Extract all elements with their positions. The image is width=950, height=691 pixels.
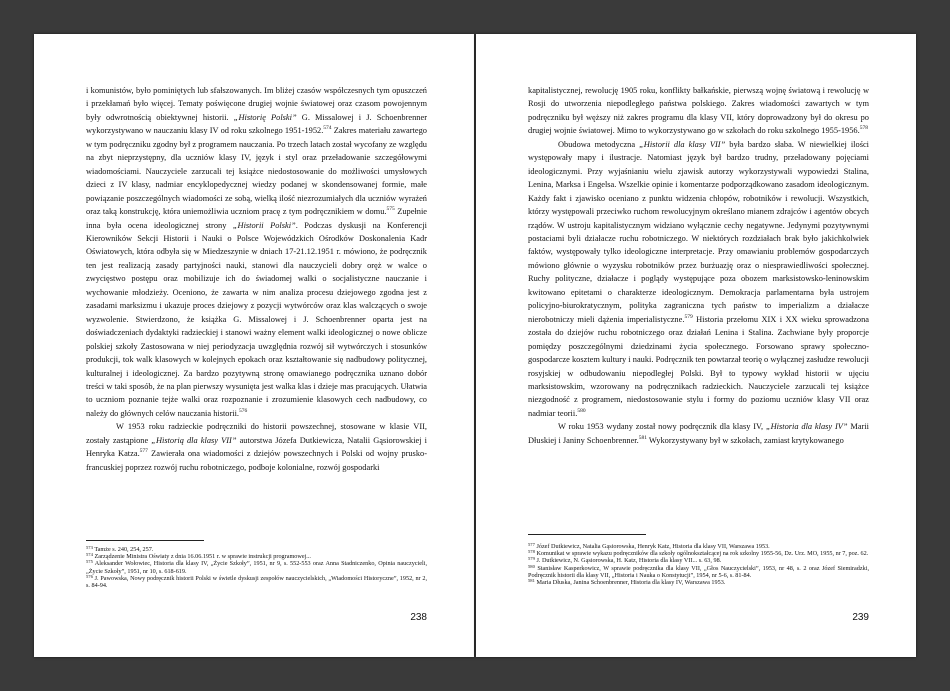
footnote xyxy=(528,557,869,564)
body-text xyxy=(86,84,427,474)
footnote-text: Stanisław Kasperkowicz, W sprawie podręcznika dla klasy VII, „Głos Nauczycielski”, 1953, nr 48, s. 2 oraz Józef Siemiradzki, Podręcznik historii dla klasy VII, „Historia i Nauka o Konstytucji”, 1954, nr 5-6, s. 81-84. xyxy=(528,564,869,579)
book-title: „Historia dla klasy IV” xyxy=(765,422,848,432)
footnote-text: Tamże s. 240, 254, 257. xyxy=(92,546,154,553)
paragraph xyxy=(86,84,427,420)
book-title: „Historii Polski” xyxy=(232,220,296,230)
footnote-number: 574 xyxy=(86,552,93,558)
footnote-separator xyxy=(86,540,204,541)
text-run: . Podczas dyskusji na Konferencji Kierowników Sekcji Historii i Nauki o Polsce Wojewódzkich Ośrodków Doskonalenia Kadr Oświatowych, która odbyła się w Miedzeszynie w dniach 17-21.12.1951 r. mówiono, że podręcznik ten jest realizacją zasady partyjności nauki, stanowi dla nauczycieli dobry oręż w walce o zwycięstwo postępu oraz mobilizuje ich do świadomej walki o socjalistyczne nauczanie i wychowanie młodzieży. Oceniono, że zawarta w nim analiza procesu dziejowego zgodna jest z zasadami marksizmu i ukazuje proces dziejowy z pozycji wytwórców oraz klas walczących o swoje wyzwolenie. Stwierdzono, że książka G. Missalowej i J. Schoenbrenner oparta jest na doświadczeniach dydaktyki radzieckiej i stanowi ważny element walki ideologicznej o nowe oblicze polskiej szkoły Zastosowana w niej periodyzacja uwzględnia rozwój sił wytwórczych i stosunków produkcji, tok walk klasowych w kolejnych epokach oraz kształtowanie się nadbudowy politycznej, kulturalnej i ideologicznej. Za bardzo pozytywną stronę omawianego podręcznika uznano dobór treści w taki sposób, że na plan pierwszy wysunięta jest walka klas i dzieje mas pracujących. Ułatwia to uczniom poznanie tejże walki oraz rozpoznanie i zrozumienie klasowych cech nadbudowy, co należy do głównych celów nauczania historii. xyxy=(86,220,428,418)
page-239 xyxy=(476,34,916,657)
footnote-number: 575 xyxy=(86,559,93,565)
paragraph xyxy=(86,420,427,474)
text-run: Zawierała ona wiadomości z dziejów powszechnych i Polski od wojny prusko-francuskiej poprzez rozwój ruchu robotniczego, podboje kolonialne, rozwój gospodarki xyxy=(86,449,427,472)
footnote-number: 578 xyxy=(528,549,535,555)
footnote-number: 581 xyxy=(528,578,535,584)
text-run: G. Missalowej i J. Schoenbrenner wykorzystywano w nauczaniu klasy IV od roku szkolnego 1951-1952. xyxy=(86,112,427,136)
footnote-number: 579 xyxy=(528,556,535,562)
footnote-text: Komunikat w sprawie wykazu podręczników dla szkoły ogólnokształcącej na rok szkolny 1955-56, Dz. Urz. MO, 1955, nr 7, poz. 62. xyxy=(534,550,869,558)
text-run: Historia przełomu XIX i XX wieku sprowadzona została do dziejów ruchu robotniczego oraz działań Lenina i Stalina. Zachwiane były proporcje pomiędzy poszczególnymi dziedzinami życia społecznego. Forsowano sprawy społeczno-gospodarcze kosztem kultury i nauki. Podręcznik ten powtarzał teorię o wyłącznej zasłudze rewolucji rosyjskiej w odbudowaniu niepodległej Polski. Był to typowy wykład historii w ujęciu marksistowskim, wzorowany na podręcznikach radzieckich. Nauczyciele zarzucali tej książce niezgodność z programem, niedostosowanie stylu i formy do poziomu uczniów klasy VII oraz nadmiar teorii. xyxy=(528,314,869,418)
page-number: 238 xyxy=(410,612,427,623)
body-text xyxy=(528,84,869,447)
footnote-text: Aleksander Wołowiec, Historia dla klasy IV, „Życie Szkoły”, 1951, nr 9, s. 552-553 oraz Anna Stadniczenko, Opinia nauczycieli, „Życie Szkoły”, 1951, nr 10, s. 618-619. xyxy=(86,560,427,575)
footnote xyxy=(86,560,427,574)
footnote-ref[interactable]: 574 xyxy=(323,125,332,132)
text-run: W 1953 roku radzieckie podręczniki do historii powszechnej, stosowane w klasie VII, zostały zastąpione xyxy=(86,422,427,445)
text-run: i komunistów, było pominiętych lub sfałszowanych. Im bliżej czasów współczesnych tym opuszczeń i przekłamań było więcej. Tematy poświęcone drugiej wojnie światowej oraz czasom powojennym były odwrotnością obiektywnej historii. xyxy=(86,86,427,122)
footnote-text: Maria Dłuska, Janina Schoenbrenner, Historia dla klasy IV, Warszawa 1953. xyxy=(534,579,726,587)
footnotes xyxy=(528,543,869,586)
text-run: Obudowa metodyczna xyxy=(558,139,640,149)
footnote-number: 576 xyxy=(86,573,93,579)
footnote-text: Józef Dutkiewicz, Natalia Gąsiorowska, Henryk Katz, Historia dla klasy VII, Warszawa 1953. xyxy=(534,543,770,550)
footnote-ref[interactable]: 575 xyxy=(386,206,395,213)
footnote-number: 577 xyxy=(528,542,535,547)
footnote-text: J. Pawowska, Nowy podręcznik historii Polski w świetle dyskusji zespołów nauczycielskich, „Wiadomości Historyczne”, 1952, nr 2, s. 84-94. xyxy=(86,574,427,590)
footnote-ref[interactable]: 580 xyxy=(577,407,586,414)
footnote xyxy=(528,579,869,586)
text-run: była bardzo słaba. W niewielkiej ilości występowały mapy i ilustracje. Natomiast język był bardzo trudny, przeładowany pojęciami ideologicznymi. Przy wyjaśnianiu wielu zjawisk autorzy wykorzystywali wypowiedzi Stalina, Lenina, Marksa i Engelsa. Wszelkie opinie i komentarze podporządkowano zasadom ideologicznym. Każdy fakt i zjawisko oceniano z punktu widzenia chłopów, robotników i rewolucji. Wszystkich, którzy występowali przeciwko ruchom rewolucyjnym określano mianem zdrajców i agentów obcych rządów. W ustroju kapitalistycznym widziano wyłącznie cechy negatywne. Jedynymi pozytywnymi postaciami byli działacze ruchu robotniczego. W niektórych rozdziałach brak było jakichkolwiek faktów, występowały tylko ideologiczne interpretacje. Przy omawianiu problemów gospodarczych mówiono głównie o wyzysku robotników przez burżuazję oraz o niesprawiedliwości społecznej. Ruchy polityczne, działacze i poglądy występujące poza obozem marksistowsko-leninowskim kwitowano epitetami o charakterze ideologicznym. Demokracja parlamentarna była ustrojem policyjno-biurokratycznym, polityka zagraniczna tych państw to imperializm a działacze nierobotniczy mieli dążenia imperialistyczne. xyxy=(528,139,869,324)
paragraph xyxy=(528,420,869,447)
footnote-number: 580 xyxy=(528,563,535,569)
footnote-ref[interactable]: 578 xyxy=(859,125,868,132)
paragraph xyxy=(528,84,869,138)
footnotes xyxy=(86,546,427,589)
book-title: „Historię Polski” xyxy=(233,112,297,122)
footnote xyxy=(528,565,869,579)
footnote-separator xyxy=(528,534,646,535)
text-run: Zupełnie inna była ocena ideologicznej strony xyxy=(86,207,427,230)
footnote-ref[interactable]: 577 xyxy=(139,448,148,455)
book-title: „Historią dla klasy VII” xyxy=(151,435,237,445)
footnote-ref[interactable]: 576 xyxy=(239,407,248,414)
footnote xyxy=(86,575,427,589)
footnote-number: 573 xyxy=(86,545,93,550)
paragraph xyxy=(528,138,869,421)
text-run: Wykorzystywany był w szkołach, zamiast krytykowanego xyxy=(646,435,844,445)
footnote-ref[interactable]: 581 xyxy=(638,434,647,441)
page-238 xyxy=(34,34,474,657)
footnote-ref[interactable]: 579 xyxy=(684,313,693,320)
footnote-text: J. Dutkiewicz, N. Gąsiorowska, H. Katz, Historia dla klasy VII... s. 63, 98. xyxy=(534,557,722,565)
footnote-text: Zarządzenie Ministra Oświaty z dnia 16.06.1951 r. w sprawie instrukcji programowej... xyxy=(92,553,311,561)
text-run: Marii Dłuskiej i Janiny Schoenbrenner. xyxy=(528,422,869,445)
text-run: autorstwa Józefa Dutkiewicza, Natalii Gąsiorowskiej i Henryka Katza. xyxy=(86,435,428,459)
book-title: „Historii dla klasy VII” xyxy=(639,139,726,149)
text-run: W roku 1953 wydany został nowy podręcznik dla klasy IV, xyxy=(558,422,766,432)
text-run: kapitalistycznej, rewolucję 1905 roku, konflikty bałkańskie, pierwszą wojnę światową i rewolucję w Rosji do utworzenia niepodległego państwa polskiego. Zakres wiadomości zawartych w tym podręczniku był węższy niż zakres programu dla klasy VII, który doprowadzony był do okresu po drugiej wojnie światowej. Mimo to wykorzystywano go w szkołach do roku szkolnego 1955-1956. xyxy=(528,86,869,136)
text-run: Zakres materiału zawartego w tym podręczniku zgodny był z programem nauczania. Po trzech latach został wycofany ze względu na zbyt nieprzystępny, dla uczniów klasy IV, język i styl oraz przeładowanie szczegółowymi wiadomościami. Nauczyciele zarzucali tej książce niedostosowanie do możliwości umysłowych dzieci z IV klasy, nadmiar encyklopedycznej wiedzy podanej w skondensowanej formie, małe powiązanie poszczególnych wiadomości ze sobą, wielką ilość niezrozumiałych dla uczniów wyrażeń oraz taką konstrukcję, która uniemożliwia uczniom pracę z tym podręcznikiem w domu. xyxy=(86,126,427,217)
page-number: 239 xyxy=(852,612,869,623)
